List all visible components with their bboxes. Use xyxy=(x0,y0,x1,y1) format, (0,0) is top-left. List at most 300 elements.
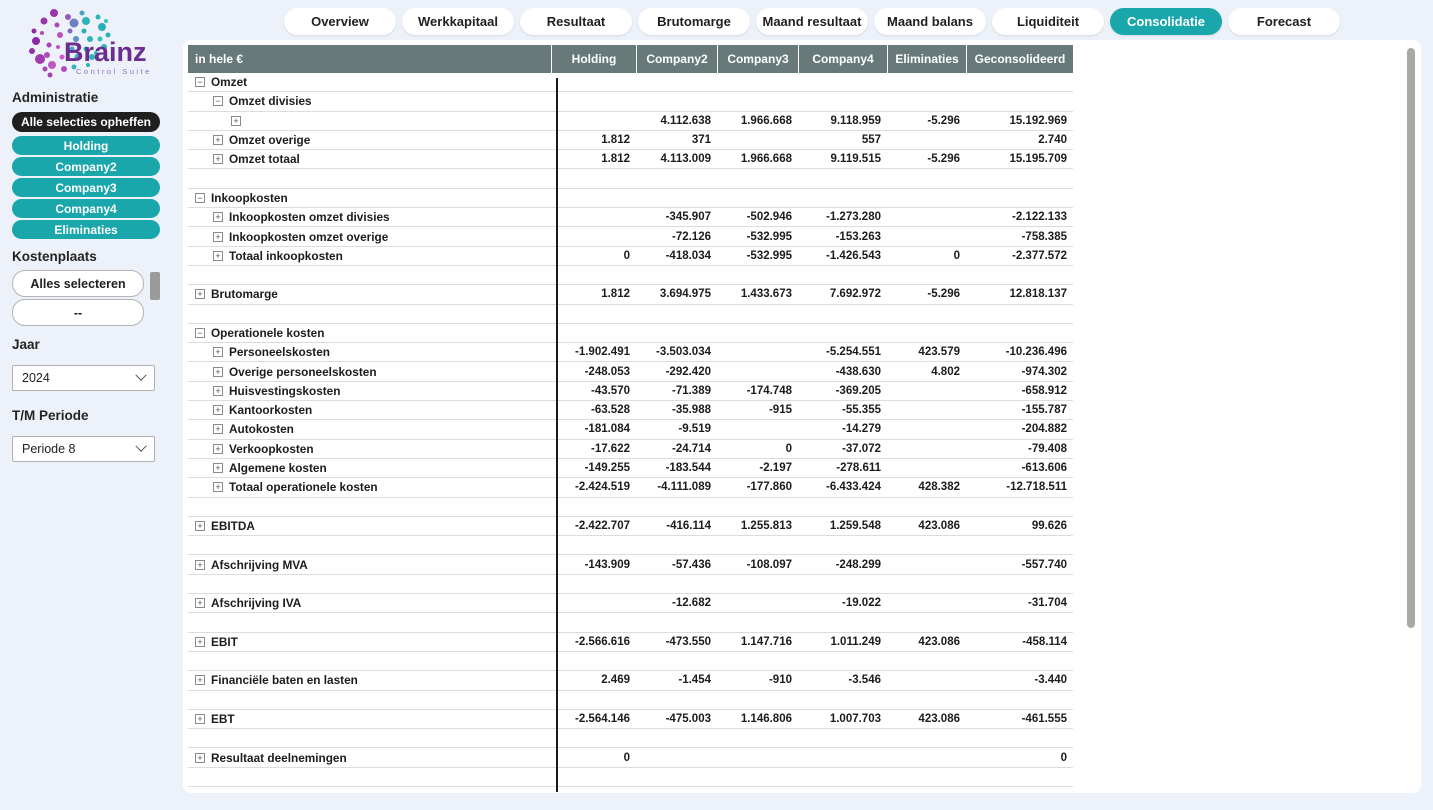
jaar-heading: Jaar xyxy=(12,337,40,352)
value-cell xyxy=(887,73,966,91)
table-row xyxy=(188,671,1073,690)
row-label: Totaal inkoopkosten xyxy=(229,248,343,263)
row-label: Kantoorkosten xyxy=(229,403,313,418)
brainz-logo xyxy=(16,3,168,87)
value-cell xyxy=(887,227,966,245)
table-spacer-row xyxy=(188,305,1073,324)
value-cell: -613.606 xyxy=(1021,462,1067,475)
row-label: Omzet xyxy=(211,75,248,90)
expand-icon[interactable]: + xyxy=(195,289,205,299)
row-label: Financiële baten en lasten xyxy=(211,673,358,688)
expand-icon[interactable]: + xyxy=(195,598,205,608)
jaar-dropdown-value: 2024 xyxy=(22,371,50,385)
tab-resultaat[interactable]: Resultaat xyxy=(520,8,632,35)
sidebar xyxy=(0,0,183,810)
chevron-down-icon xyxy=(135,441,146,452)
value-cell: -79.408 xyxy=(1027,442,1067,455)
matrix-body xyxy=(188,73,1073,787)
row-label: Personeelskosten xyxy=(229,345,330,360)
tab-overview[interactable]: Overview xyxy=(284,8,396,35)
row-label-cell xyxy=(188,208,551,226)
report-canvas xyxy=(183,40,1421,793)
value-cell: -149.255 xyxy=(584,462,630,475)
clear-selections-button[interactable]: Alle selecties opheffen xyxy=(12,112,160,132)
value-cell xyxy=(717,73,798,91)
table-row xyxy=(188,440,1073,459)
value-cell: 1.433.673 xyxy=(740,288,792,301)
expand-icon[interactable]: + xyxy=(213,386,223,396)
value-cell: 0 xyxy=(1060,751,1067,764)
value-cell: -532.995 xyxy=(746,249,792,262)
value-cell: -1.426.543 xyxy=(826,249,881,262)
table-row xyxy=(188,633,1073,652)
row-label: Omzet totaal xyxy=(229,152,300,167)
value-cell xyxy=(887,92,966,110)
value-cell: -6.433.424 xyxy=(826,481,881,494)
table-spacer-row xyxy=(188,768,1073,787)
table-row xyxy=(188,343,1073,362)
value-cell xyxy=(717,594,798,612)
row-label-cell xyxy=(188,247,551,265)
value-cell: 423.579 xyxy=(918,346,960,359)
value-cell xyxy=(798,748,887,766)
value-cell: -473.550 xyxy=(665,635,711,648)
value-cell xyxy=(717,343,798,361)
row-label-cell xyxy=(188,594,551,612)
kostenplaats-heading: Kostenplaats xyxy=(12,249,97,264)
value-cell xyxy=(798,324,887,342)
row-label-cell xyxy=(188,459,551,477)
row-label-cell xyxy=(188,150,551,168)
value-cell: -292.420 xyxy=(665,365,711,378)
table-spacer-row xyxy=(188,729,1073,748)
tab-werkkapitaal[interactable]: Werkkapitaal xyxy=(402,8,514,35)
value-cell xyxy=(966,92,1073,110)
table-row xyxy=(188,594,1073,613)
expand-icon[interactable]: + xyxy=(213,424,223,434)
value-cell xyxy=(551,73,636,91)
value-cell: 0 xyxy=(623,751,630,764)
value-cell xyxy=(966,189,1073,207)
row-label: Afschrijving MVA xyxy=(211,557,308,572)
row-label: Totaal operationele kosten xyxy=(229,480,378,495)
table-row xyxy=(188,362,1073,381)
column-header-holding: Holding xyxy=(551,45,636,73)
expand-icon[interactable]: + xyxy=(231,116,241,126)
value-cell: 423.086 xyxy=(918,635,960,648)
value-cell: -174.748 xyxy=(746,384,792,397)
value-cell: 557 xyxy=(861,134,881,147)
collapse-icon[interactable]: − xyxy=(195,328,205,338)
column-header-company3: Company3 xyxy=(717,45,798,73)
tab-brutomarge[interactable]: Brutomarge xyxy=(638,8,750,35)
value-cell: 1.966.668 xyxy=(740,153,792,166)
value-cell xyxy=(887,671,966,689)
table-row xyxy=(188,748,1073,767)
expand-icon[interactable]: + xyxy=(213,405,223,415)
value-cell: -2.197 xyxy=(759,462,792,475)
administratie-heading: Administratie xyxy=(12,90,99,105)
expand-icon[interactable]: + xyxy=(213,232,223,242)
table-row xyxy=(188,459,1073,478)
value-cell: -17.622 xyxy=(590,442,630,455)
value-cell: -438.630 xyxy=(835,365,881,378)
value-cell: -248.053 xyxy=(584,365,630,378)
value-cell: 423.086 xyxy=(918,519,960,532)
value-cell xyxy=(887,382,966,400)
value-cell xyxy=(551,227,636,245)
value-cell: -108.097 xyxy=(746,558,792,571)
table-row xyxy=(188,517,1073,536)
value-cell xyxy=(551,92,636,110)
row-label: Inkoopkosten omzet divisies xyxy=(229,210,390,225)
value-cell: -2.377.572 xyxy=(1012,249,1067,262)
table-row xyxy=(188,710,1073,729)
value-cell: -63.528 xyxy=(590,404,630,417)
value-cell: -12.718.511 xyxy=(1006,481,1067,494)
entity-button-company3[interactable]: Company3 xyxy=(12,178,160,197)
table-row xyxy=(188,285,1073,304)
row-label: Inkoopkosten omzet overige xyxy=(229,229,389,244)
value-cell: 9.119.515 xyxy=(830,153,881,166)
value-cell xyxy=(551,594,636,612)
row-label-cell xyxy=(188,285,551,303)
value-cell: -278.611 xyxy=(836,462,881,475)
expand-icon[interactable]: + xyxy=(213,367,223,377)
row-label-cell xyxy=(188,633,551,651)
row-label-cell xyxy=(188,401,551,419)
row-label-cell xyxy=(188,189,551,207)
row-label: EBT xyxy=(211,711,235,726)
column-divider-line xyxy=(556,78,558,792)
entity-button-company2[interactable]: Company2 xyxy=(12,157,160,176)
table-row xyxy=(188,478,1073,497)
value-cell xyxy=(717,748,798,766)
value-cell: -155.787 xyxy=(1021,404,1067,417)
value-cell: -3.503.034 xyxy=(656,346,711,359)
value-cell xyxy=(551,208,636,226)
value-cell xyxy=(887,440,966,458)
row-label-cell xyxy=(188,343,551,361)
table-row xyxy=(188,382,1073,401)
row-label: Verkoopkosten xyxy=(229,441,314,456)
value-cell: -5.296 xyxy=(927,153,960,166)
periode-dropdown[interactable] xyxy=(12,436,155,462)
value-cell: -43.570 xyxy=(590,384,630,397)
column-header-company4: Company4 xyxy=(798,45,887,73)
row-label: Operationele kosten xyxy=(211,326,325,340)
chevron-down-icon xyxy=(135,370,146,381)
value-cell: -57.436 xyxy=(671,558,711,571)
brand-name-text: Brainz xyxy=(64,37,147,67)
tab-maand-balans[interactable]: Maand balans xyxy=(874,8,986,35)
value-cell xyxy=(636,324,717,342)
value-cell xyxy=(887,324,966,342)
value-cell: -181.084 xyxy=(584,423,630,436)
tab-maand-resultaat[interactable]: Maand resultaat xyxy=(756,8,868,35)
brand-tagline-text: Control Suite xyxy=(76,67,152,76)
value-cell: 1.011.249 xyxy=(830,635,881,648)
value-cell: -35.988 xyxy=(671,404,711,417)
value-cell: 423.086 xyxy=(918,712,960,725)
row-label: Overige personeelskosten xyxy=(229,364,377,379)
value-cell xyxy=(966,324,1073,342)
expand-icon[interactable]: + xyxy=(213,212,223,222)
value-cell: -369.205 xyxy=(835,384,881,397)
row-label-cell xyxy=(188,517,551,535)
value-cell: -177.860 xyxy=(746,481,792,494)
value-cell xyxy=(887,748,966,766)
value-cell xyxy=(551,112,636,130)
value-cell xyxy=(636,92,717,110)
value-cell: -2.422.707 xyxy=(575,519,630,532)
value-cell: 9.118.959 xyxy=(830,114,881,127)
value-cell: 12.818.137 xyxy=(1009,288,1067,301)
row-label-cell xyxy=(188,324,551,342)
row-label-cell xyxy=(188,382,551,400)
row-label-cell xyxy=(188,92,551,110)
kostenplaats-blank-button[interactable]: -- xyxy=(12,299,144,326)
table-spacer-row xyxy=(188,169,1073,188)
value-cell: 1.812 xyxy=(601,153,630,166)
table-row xyxy=(188,324,1073,343)
value-cell xyxy=(551,324,636,342)
table-row xyxy=(188,189,1073,208)
row-label-cell xyxy=(188,478,551,496)
table-spacer-row xyxy=(188,575,1073,594)
value-cell: 1.966.668 xyxy=(740,114,792,127)
value-cell: 2.469 xyxy=(601,674,630,687)
value-cell: 1.812 xyxy=(601,288,630,301)
table-row xyxy=(188,555,1073,574)
table-spacer-row xyxy=(188,652,1073,671)
table-row xyxy=(188,73,1073,92)
value-cell xyxy=(717,420,798,438)
value-cell: -12.682 xyxy=(671,597,711,610)
expand-icon[interactable]: + xyxy=(195,560,205,570)
column-header-company2: Company2 xyxy=(636,45,717,73)
value-cell: -24.714 xyxy=(671,442,711,455)
expand-icon[interactable]: + xyxy=(213,444,223,454)
value-cell: -1.273.280 xyxy=(826,211,881,224)
table-spacer-row xyxy=(188,498,1073,517)
table-row xyxy=(188,131,1073,150)
expand-icon[interactable]: + xyxy=(195,637,205,647)
value-cell xyxy=(636,189,717,207)
value-cell xyxy=(717,324,798,342)
column-header-geconsolideerd: Geconsolideerd xyxy=(966,45,1073,73)
table-row xyxy=(188,401,1073,420)
value-cell: -2.122.133 xyxy=(1012,211,1067,224)
value-cell xyxy=(966,73,1073,91)
row-label-cell xyxy=(188,362,551,380)
value-cell xyxy=(887,131,966,149)
sidebar-scrollbar-thumb[interactable] xyxy=(150,272,160,300)
value-cell: -416.114 xyxy=(666,519,711,532)
value-cell: -1.454 xyxy=(678,674,711,687)
value-cell: 4.802 xyxy=(931,365,960,378)
value-cell xyxy=(887,420,966,438)
value-cell: 7.692.972 xyxy=(829,288,881,301)
value-cell: -2.564.146 xyxy=(575,712,630,725)
value-cell xyxy=(636,73,717,91)
expand-icon[interactable]: + xyxy=(195,675,205,685)
value-cell xyxy=(717,131,798,149)
value-cell xyxy=(798,189,887,207)
jaar-dropdown[interactable] xyxy=(12,365,155,391)
expand-icon[interactable]: + xyxy=(195,753,205,763)
value-cell: 1.259.548 xyxy=(829,519,881,532)
row-label-cell xyxy=(188,440,551,458)
value-cell: -458.114 xyxy=(1022,635,1067,648)
row-label-cell xyxy=(188,227,551,245)
value-cell: 1.255.813 xyxy=(740,519,792,532)
value-cell: -72.126 xyxy=(671,230,711,243)
tab-consolidatie[interactable]: Consolidatie xyxy=(1110,8,1222,35)
table-row xyxy=(188,92,1073,111)
table-row xyxy=(188,227,1073,246)
value-cell: -204.882 xyxy=(1021,423,1067,436)
tab-bar xyxy=(284,8,1340,35)
table-spacer-row xyxy=(188,266,1073,285)
value-cell xyxy=(717,362,798,380)
value-cell: -658.912 xyxy=(1021,384,1067,397)
value-cell: 3.694.975 xyxy=(659,288,711,301)
value-cell: -10.236.496 xyxy=(1005,346,1067,359)
value-cell: -248.299 xyxy=(835,558,881,571)
tab-liquiditeit[interactable]: Liquiditeit xyxy=(992,8,1104,35)
value-cell: -5.296 xyxy=(927,288,960,301)
value-cell: 99.626 xyxy=(1031,519,1067,532)
value-cell: 0 xyxy=(953,249,960,262)
value-cell xyxy=(887,401,966,419)
value-cell: -143.909 xyxy=(584,558,630,571)
value-cell xyxy=(717,92,798,110)
expand-icon[interactable]: + xyxy=(213,135,223,145)
row-label: EBITDA xyxy=(211,518,255,533)
value-cell: -5.254.551 xyxy=(826,346,881,359)
row-label: Omzet overige xyxy=(229,133,311,148)
row-label: Resultaat deelnemingen xyxy=(211,750,347,765)
value-cell: -475.003 xyxy=(665,712,711,725)
row-label: Omzet divisies xyxy=(229,94,312,109)
value-cell: -974.302 xyxy=(1021,365,1067,378)
row-label-cell xyxy=(188,671,551,689)
expand-icon[interactable]: + xyxy=(195,714,205,724)
collapse-icon[interactable]: − xyxy=(195,193,205,203)
value-cell: -55.355 xyxy=(841,404,881,417)
value-cell: -3.546 xyxy=(848,674,881,687)
expand-icon[interactable]: + xyxy=(213,251,223,261)
row-label-cell xyxy=(188,710,551,728)
row-label-cell xyxy=(188,73,551,91)
value-cell xyxy=(887,189,966,207)
value-cell: -461.555 xyxy=(1021,712,1067,725)
value-cell: 1.007.703 xyxy=(829,712,881,725)
table-row xyxy=(188,247,1073,266)
value-cell xyxy=(887,459,966,477)
matrix-corner-label: in hele € xyxy=(195,52,244,66)
expand-icon[interactable]: + xyxy=(213,347,223,357)
table-spacer-row xyxy=(188,613,1073,632)
row-label-cell xyxy=(188,112,551,130)
row-label-cell xyxy=(188,555,551,573)
row-label: Inkoopkosten xyxy=(211,190,288,205)
periode-dropdown-value: Periode 8 xyxy=(22,442,76,456)
value-cell: -915 xyxy=(768,404,792,417)
value-cell xyxy=(887,594,966,612)
table-spacer-row xyxy=(188,536,1073,555)
row-label: Autokosten xyxy=(229,422,294,437)
value-cell: -532.995 xyxy=(746,230,792,243)
row-label: Algemene kosten xyxy=(229,461,327,476)
value-cell: -2.566.616 xyxy=(575,635,630,648)
canvas-scrollbar-thumb[interactable] xyxy=(1407,48,1415,628)
value-cell: -502.946 xyxy=(746,211,792,224)
entity-button-holding[interactable]: Holding xyxy=(12,136,160,155)
expand-icon[interactable]: + xyxy=(213,482,223,492)
value-cell: -1.902.491 xyxy=(575,346,630,359)
value-cell: 0 xyxy=(785,442,792,455)
tab-forecast[interactable]: Forecast xyxy=(1228,8,1340,35)
table-row xyxy=(188,112,1073,131)
value-cell xyxy=(887,208,966,226)
row-label: Huisvestingskosten xyxy=(229,383,341,398)
expand-icon[interactable]: + xyxy=(213,154,223,164)
value-cell xyxy=(798,73,887,91)
row-label: Afschrijving IVA xyxy=(211,596,302,611)
value-cell: -758.385 xyxy=(1021,230,1067,243)
value-cell: 1.812 xyxy=(601,134,630,147)
periode-heading: T/M Periode xyxy=(12,408,89,423)
select-all-button[interactable]: Alles selecteren xyxy=(12,270,144,297)
value-cell: -3.440 xyxy=(1034,674,1067,687)
matrix-header xyxy=(188,45,1073,73)
value-cell: -31.704 xyxy=(1027,597,1067,610)
table-row xyxy=(188,208,1073,227)
value-cell: -71.389 xyxy=(671,384,711,397)
value-cell xyxy=(636,748,717,766)
table-row xyxy=(188,150,1073,169)
value-cell: 2.740 xyxy=(1038,134,1067,147)
collapse-icon[interactable]: − xyxy=(195,77,205,87)
value-cell xyxy=(551,189,636,207)
value-cell: -4.111.089 xyxy=(657,481,711,494)
value-cell: 15.195.709 xyxy=(1009,153,1067,166)
expand-icon[interactable]: + xyxy=(195,521,205,531)
entity-button-company4[interactable]: Company4 xyxy=(12,199,160,218)
value-cell: -418.034 xyxy=(665,249,711,262)
table-row xyxy=(188,420,1073,439)
value-cell: -345.907 xyxy=(665,211,711,224)
value-cell xyxy=(887,555,966,573)
collapse-icon[interactable]: − xyxy=(213,96,223,106)
value-cell: 1.147.716 xyxy=(740,635,792,648)
row-label: EBIT xyxy=(211,634,238,649)
consolidation-matrix xyxy=(188,45,1073,787)
entity-button-eliminaties[interactable]: Eliminaties xyxy=(12,220,160,239)
value-cell: 4.113.009 xyxy=(660,153,711,166)
expand-icon[interactable]: + xyxy=(213,463,223,473)
value-cell: 4.112.638 xyxy=(660,114,711,127)
value-cell xyxy=(717,189,798,207)
value-cell: 15.192.969 xyxy=(1009,114,1067,127)
value-cell: -37.072 xyxy=(841,442,881,455)
table-spacer-row xyxy=(188,691,1073,710)
value-cell xyxy=(798,92,887,110)
column-header-eliminaties: Eliminaties xyxy=(887,45,966,73)
value-cell: 0 xyxy=(623,249,630,262)
